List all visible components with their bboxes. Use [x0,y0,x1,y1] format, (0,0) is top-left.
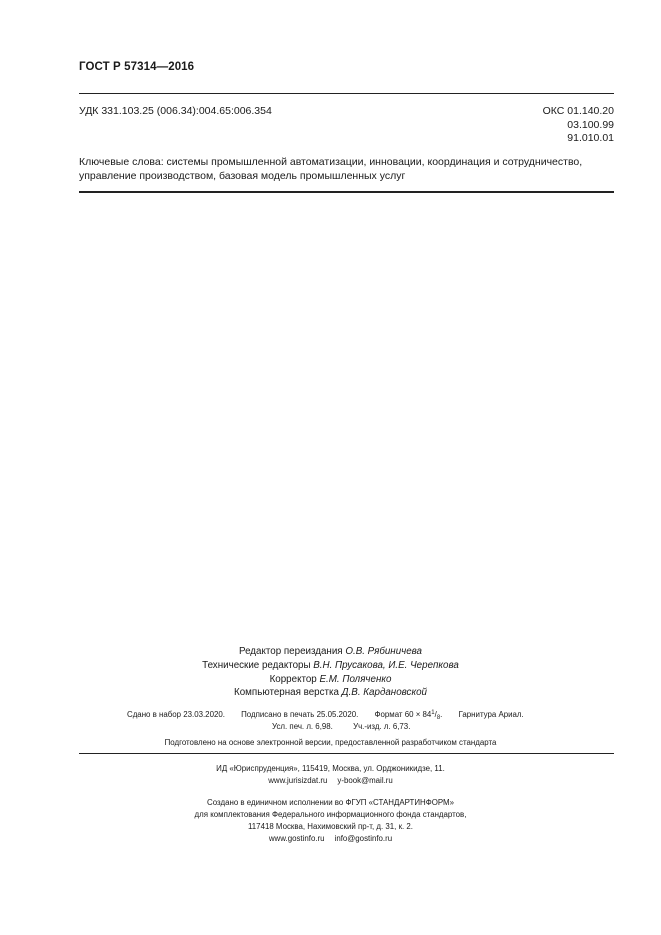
publisher-line: ИД «Юриспруденция», 115419, Москва, ул. Орджоникидзе, 11. [216,764,445,773]
credit-person: В.Н. Прусакова, И.Е. Черепкова [313,659,459,671]
format-denominator: 8 [436,715,441,721]
header-rule [79,93,614,94]
address-line: 117418 Москва, Нахимовский пр-т, д. 31, к. 2. [247,822,413,831]
print-info-row [127,710,538,721]
keywords-rule [79,191,614,193]
oks-code-line: 03.100.99 [567,118,614,131]
credits-block [0,645,661,700]
keywords-line: управление производством, базовая модель промышленных услуг [79,169,406,182]
keywords-block [79,156,619,183]
submitted-date: Сдано в набор 23.03.2020. [127,710,225,719]
credit-corrector [0,673,661,687]
oks-code-line: 91.010.01 [567,132,614,144]
signed-date: Подписано в печать 25.05.2020. [241,710,359,719]
credit-role: Компьютерная верстка [234,687,339,699]
gostinfo-site-link[interactable]: www.gostinfo.ru [268,834,325,843]
publisher-email-link[interactable]: y-book@mail.ru [337,776,393,785]
credit-person: О.В. Рябиничева [345,646,423,657]
imprint-block [0,763,661,845]
credit-person: Д.В. Кардановской [341,687,427,699]
credit-layout [0,686,661,700]
gostinfo-email-link[interactable]: info@gostinfo.ru [334,834,393,843]
paper-format: Формат $60 \times 84^1/_8$. [374,710,443,721]
udk-code: УДК 331.103.25 (006.34):004.65:006.354 [79,105,272,117]
keywords-line: Ключевые слова: системы промышленной автоматизации, инновации, координация и сотрудничество, [79,156,583,168]
gostinfo-contacts [0,833,661,845]
fund-line: для комплектования Федерального информационного фонда стандартов, [194,810,467,819]
prepared-note: Подготовлено на основе электронной версии, предоставленной разработчиком стандарта [164,738,497,747]
print-sheets-row [272,722,428,731]
publisher-sheets: Уч.-изд. л. 6,73. [353,722,411,731]
credit-person: Е.М. Поляченко [319,673,392,685]
format-prefix: Формат 60 × 84 [374,710,432,719]
publisher-site-link[interactable]: www.jurisizdat.ru [268,776,328,785]
credit-role: Редактор переиздания [238,646,343,657]
imprint-rule [79,753,614,754]
format-suffix: . [440,710,443,719]
oks-codes [543,105,614,146]
print-sheets: Усл. печ. л. 6,98. [272,722,333,731]
oks-code-line: ОКС 01.140.20 [542,105,614,117]
created-line: Создано в единичном исполнении во ФГУП «СТАНДАРТИНФОРМ» [207,798,454,807]
format-numerator: 1 [431,710,435,716]
document-code: ГОСТ Р 57314—2016 [79,61,195,73]
typeface: Гарнитура Ариал. [458,710,524,719]
credit-tech-editors [0,659,661,673]
imprint-gap [0,787,661,797]
publisher-contacts [0,775,661,787]
credit-role: Корректор [269,673,317,685]
credit-editor [0,645,661,659]
credit-role: Технические редакторы [202,659,311,671]
